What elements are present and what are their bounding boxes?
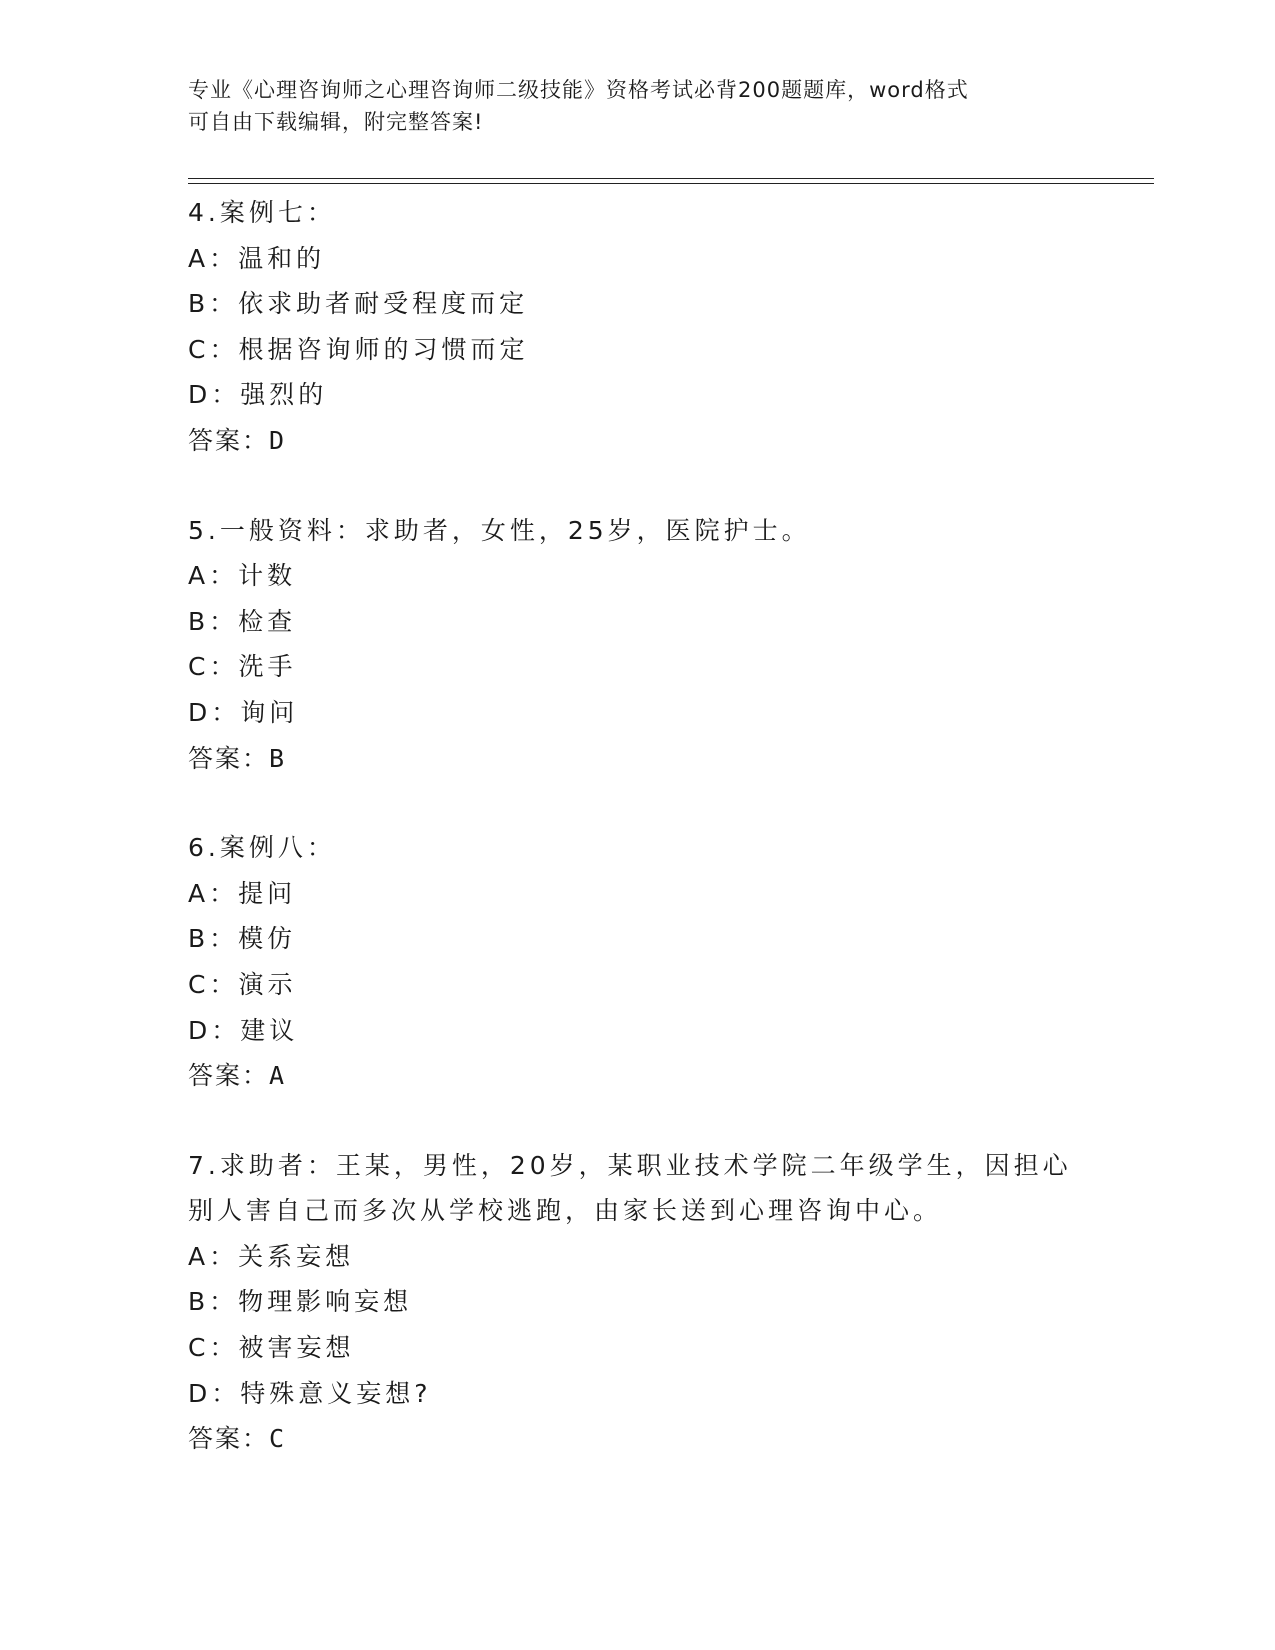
option-d: D：强烈的 bbox=[188, 380, 328, 410]
header-divider-top bbox=[188, 178, 1154, 179]
option-d: D：询问 bbox=[188, 697, 299, 727]
document-header bbox=[188, 74, 1068, 138]
option-a: A：提问 bbox=[188, 878, 297, 908]
option-c: C：演示 bbox=[188, 969, 297, 999]
question-stem: 7.求助者：王某，男性，20岁，某职业技术学院二年级学生，因担心别人害自己而多次从学校逃跑，由家长送到心理咨询中心。 bbox=[188, 1150, 1072, 1226]
option-b: B：依求助者耐受程度而定 bbox=[188, 289, 529, 319]
question-4 bbox=[188, 190, 1088, 464]
answer-label: 答案：D bbox=[188, 425, 287, 455]
option-c: C：被害妄想 bbox=[188, 1333, 355, 1363]
option-c: C：根据咨询师的习惯而定 bbox=[188, 334, 529, 364]
header-divider-bottom bbox=[188, 183, 1154, 184]
question-stem: 5.一般资料：求助者，女性，25岁，医院护士。 bbox=[188, 515, 811, 545]
header-line-1: 专业《心理咨询师之心理咨询师二级技能》资格考试必背200题题库，word格式 bbox=[188, 78, 969, 102]
option-a: A：计数 bbox=[188, 561, 297, 591]
question-list bbox=[188, 190, 1088, 1506]
question-stem: 4.案例七： bbox=[188, 198, 336, 227]
option-d: D：特殊意义妄想? bbox=[188, 1378, 432, 1408]
question-7 bbox=[188, 1143, 1088, 1462]
question-6 bbox=[188, 825, 1088, 1099]
header-line-2: 可自由下载编辑，附完整答案! bbox=[188, 110, 484, 134]
option-d: D：建议 bbox=[188, 1015, 299, 1045]
option-b: B：物理影响妄想 bbox=[188, 1287, 413, 1317]
answer-label: 答案：B bbox=[188, 743, 287, 773]
answer-label: 答案：A bbox=[188, 1061, 287, 1091]
option-b: B：模仿 bbox=[188, 924, 297, 954]
option-c: C：洗手 bbox=[188, 652, 297, 682]
option-a: A：关系妄想 bbox=[188, 1241, 355, 1271]
question-5 bbox=[188, 508, 1088, 782]
question-stem: 6.案例八： bbox=[188, 833, 336, 863]
answer-label: 答案：C bbox=[188, 1424, 287, 1454]
option-a: A：温和的 bbox=[188, 243, 326, 273]
option-b: B：检查 bbox=[188, 606, 297, 636]
